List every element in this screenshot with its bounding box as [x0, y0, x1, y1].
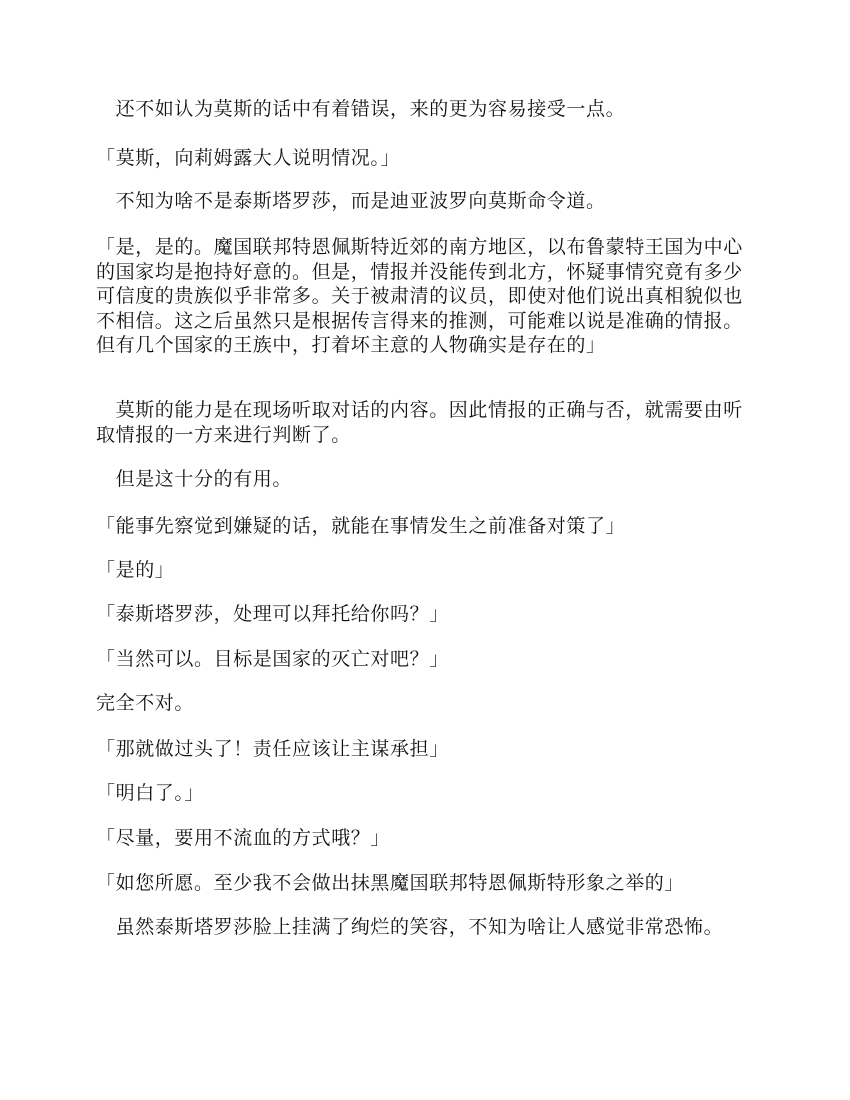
- paragraph-1: 还不如认为莫斯的话中有着错误，来的更为容易接受一点。: [96, 98, 626, 120]
- paragraph-11: 完全不对。: [96, 692, 195, 714]
- paragraph-2: 「莫斯，向莉姆露大人说明情况。」: [96, 147, 401, 169]
- paragraph-12: 「那就做过头了！责任应该让主谋承担」: [96, 738, 449, 760]
- paragraph-15: 「如您所愿。至少我不会做出抹黑魔国联邦特恩佩斯特形象之举的」: [96, 872, 685, 894]
- paragraph-14: 「尽量，要用不流血的方式哦？」: [96, 827, 391, 849]
- paragraph-4: 「是，是的。魔国联邦特恩佩斯特近郊的南方地区，以布鲁蒙特王国为中心的国家均是抱持好意的。但是，情报并没能传到北方，怀疑事情究竟有多少可信度的贵族似乎非常多。关于被肃清的议员，即使对他们说出真相貌似也不相信。这之后虽然只是根据传言得来的推测，可能难以说是准确的情报。但有几个国家的王族中，打着坏主意的人物确实是存在的」: [96, 236, 743, 356]
- paragraph-3: 不知为啥不是泰斯塔罗莎，而是迪亚波罗向莫斯命令道。: [96, 190, 606, 212]
- paragraph-6: 但是这十分的有用。: [96, 468, 293, 490]
- paragraph-7: 「能事先察觉到嫌疑的话，就能在事情发生之前准备对策了」: [96, 515, 626, 537]
- paragraph-9: 「泰斯塔罗莎，处理可以拜托给你吗？」: [96, 603, 449, 625]
- paragraph-5: 莫斯的能力是在现场听取对话的内容。因此情报的正确与否，就需要由听取情报的一方来进行判断了。: [96, 399, 743, 446]
- paragraph-13: 「明白了。」: [96, 782, 205, 804]
- paragraph-10: 「当然可以。目标是国家的灭亡对吧？」: [96, 648, 449, 670]
- paragraph-16: 虽然泰斯塔罗莎脸上挂满了绚烂的笑容，不知为啥让人感觉非常恐怖。: [96, 916, 724, 938]
- paragraph-8: 「是的」: [96, 559, 175, 581]
